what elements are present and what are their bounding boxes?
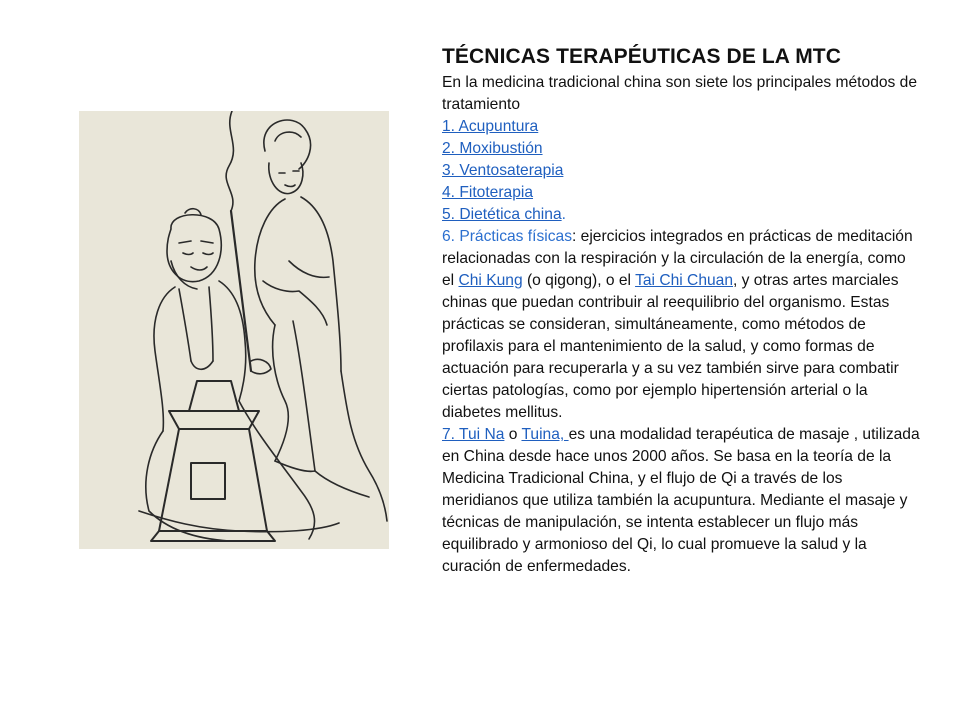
- method-link-ventosaterapia[interactable]: 3. Ventosaterapia: [442, 162, 564, 179]
- moxibustion-illustration: [79, 111, 389, 549]
- tui-na-link[interactable]: 7. Tui Na: [442, 426, 505, 443]
- practicas-text-1: : ejercicios integrados en prácticas de meditación relacionadas con la respiración y la circulación de la energía, como el: [442, 228, 913, 289]
- tai-chi-chuan-link[interactable]: Tai Chi Chuan: [635, 272, 734, 289]
- practicas-text-3: , y otras artes marciales chinas que puedan contribuir al reequilibrio del organismo. Estas prácticas se consideran, simultáneamente, como métodos de profilaxis para el mantenimiento de la salud, y como formas de actuación para recuperarla y a su vez también sirve para combatir ciertas patologías, como por ejemplo hipertensión arterial o la diabetes mellitus.: [442, 272, 899, 421]
- method-link-dietetica-china[interactable]: 5. Dietética china: [442, 206, 562, 223]
- practicas-paragraph: [442, 226, 920, 424]
- tuina-paragraph: [442, 424, 920, 578]
- tuina-text-1: o: [504, 426, 522, 443]
- tuina-link[interactable]: Tuina,: [521, 426, 569, 443]
- tuina-text-2: es una modalidad terapéutica de masaje , utilizada en China desde hace unos 2000 años. Se basa en la teoría de la Medicina Tradicional China, y el flujo de Qi a través de los meridianos que utiliza también la acupuntura. Mediante el masaje y técnicas de manipulación, se intenta establecer un flujo más equilibrado y armonioso del Qi, lo cual promueve la salud y la curación de enfermedades.: [442, 426, 920, 575]
- method-link-fitoterapia[interactable]: 4. Fitoterapia: [442, 184, 534, 201]
- practicas-text-2: (o qigong), o el: [522, 272, 636, 289]
- chi-kung-link[interactable]: Chi Kung: [458, 272, 523, 289]
- content-block: [442, 44, 920, 578]
- page-title: TÉCNICAS TERAPÉUTICAS DE LA MTC: [442, 45, 841, 68]
- method-link-moxibustion[interactable]: 2. Moxibustión: [442, 140, 543, 157]
- practicas-label: 6. Prácticas físicas: [442, 228, 572, 245]
- method-link-acupuntura[interactable]: 1. Acupuntura: [442, 118, 539, 135]
- intro-text: En la medicina tradicional china son siete los principales métodos de tratamiento: [442, 74, 918, 113]
- period: .: [561, 206, 566, 223]
